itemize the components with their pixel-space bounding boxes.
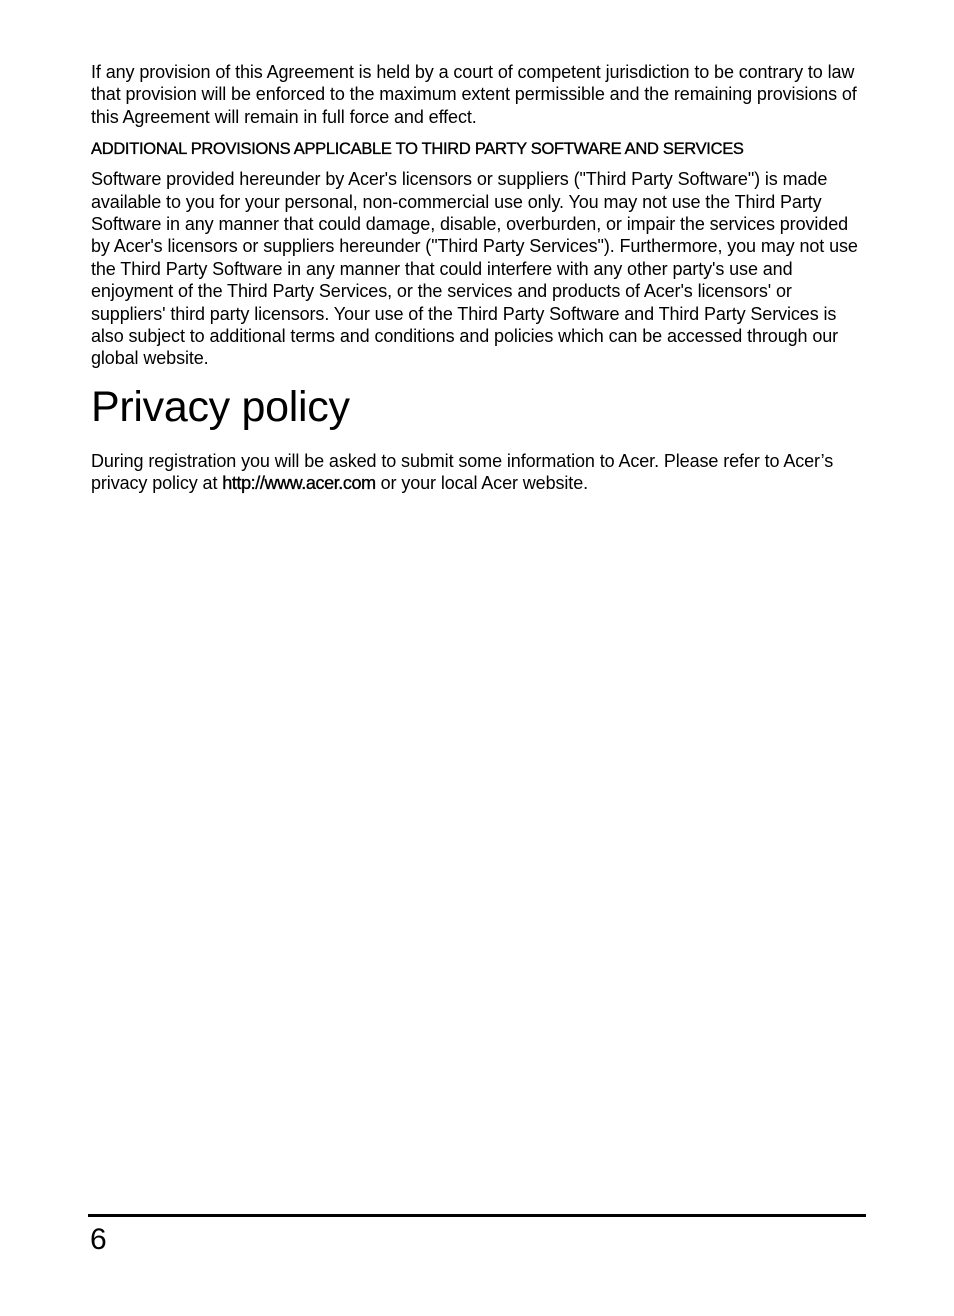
privacy-policy-title: Privacy policy [91, 382, 350, 431]
third-party-paragraph: Software provided hereunder by Acer's licensors or suppliers ("Third Party Software") is made available to you for your personal, non-commercial use only. You may not use the Third Party Software in any manner that could damage, disable, overburden, or impair the services provided by Acer's licensors or suppliers hereunder ("Third Party Services"). Furthermore, you may not use the Third Party Software in any manner that could interfere with any other party's use and enjoyment of the Third Party Services, or the services and products of Acer's licensors' or suppliers' third party licensors. Your use of the Third Party Software and Third Party Services is also subject to additional terms and conditions and policies which can be accessed through our global website. [91, 169, 858, 369]
privacy-text-before-link: During registration you will be asked to submit some information to Acer. Please refer to Acer’s privacy policy at [91, 450, 834, 494]
privacy-text-after-link: or your local Acer website. [375, 473, 589, 494]
severability-paragraph: If any provision of this Agreement is held by a court of competent jurisdiction to be contrary to law that provision will be enforced to the maximum extent permissible and the remaining provisions of this Agreement will remain in full force and effect. [91, 62, 857, 127]
page-content [91, 61, 863, 495]
page-number: 6 [90, 1223, 107, 1256]
third-party-heading: ADDITIONAL PROVISIONS APPLICABLE TO THIRD PARTY SOFTWARE AND SERVICES [91, 140, 744, 159]
footer-divider [88, 1214, 866, 1217]
acer-website-link[interactable]: http://www.acer.com [222, 473, 376, 494]
privacy-paragraph [91, 450, 863, 495]
